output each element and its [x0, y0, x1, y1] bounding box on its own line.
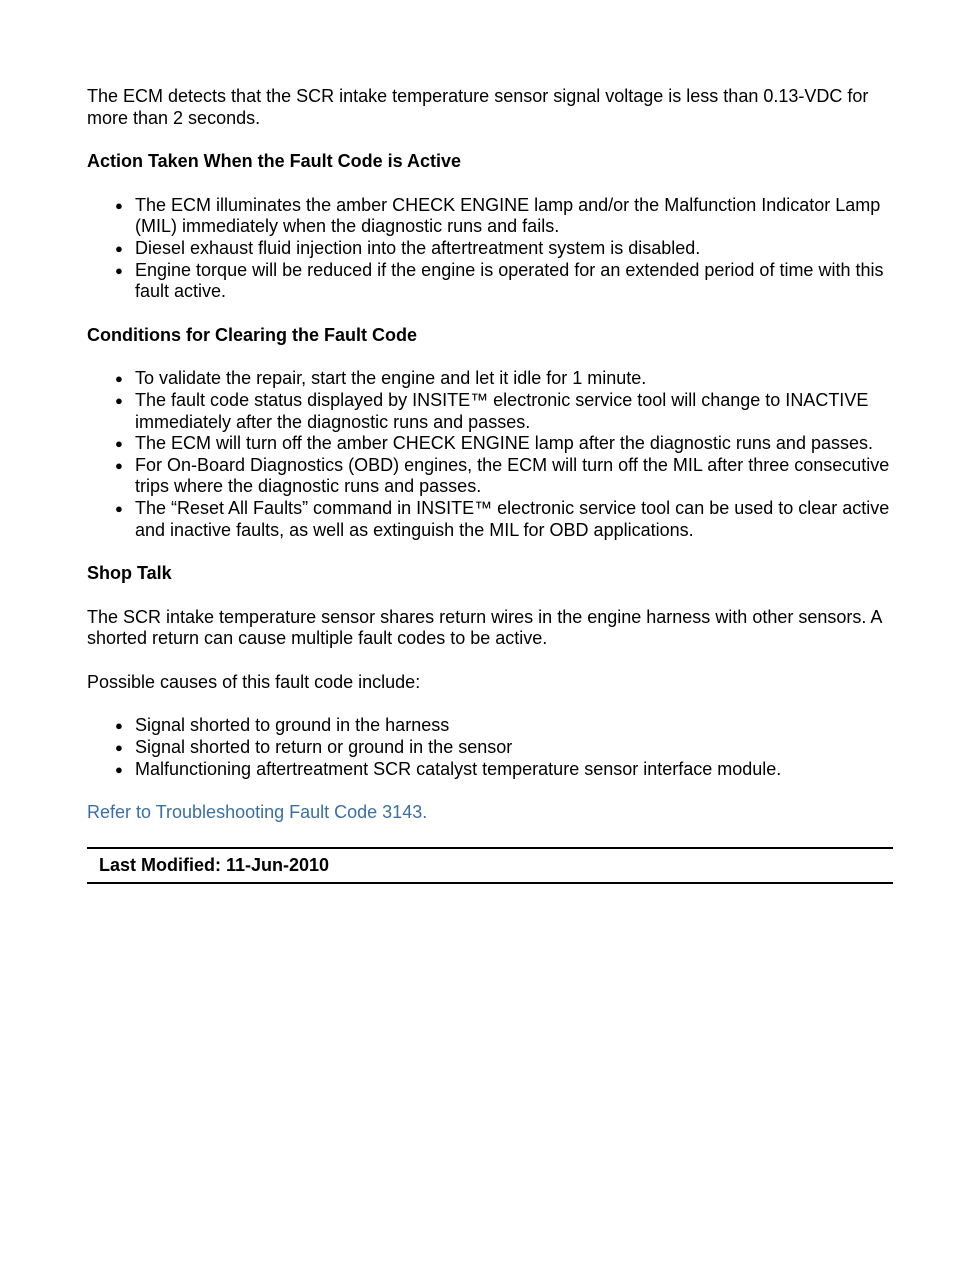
shop-talk-heading: Shop Talk — [87, 563, 172, 584]
action-list — [87, 195, 893, 303]
bullet-icon: ● — [115, 740, 123, 756]
list-item: ● Diesel exhaust fluid injection into the aftertreatment system is disabled. — [115, 237, 701, 258]
clearing-list — [87, 368, 893, 541]
bullet-icon: ● — [115, 262, 123, 278]
bullet-icon: ● — [115, 197, 123, 213]
list-item: ● The ECM illuminates the amber CHECK ENGINE lamp and/or the Malfunction Indicator Lamp (MIL) immediately when the diagnostic runs and fails. — [115, 194, 881, 237]
bullet-icon: ● — [115, 718, 123, 734]
document-body — [87, 86, 893, 884]
shop-talk-paragraph: The SCR intake temperature sensor shares return wires in the engine harness with other sensors. A shorted return can cause multiple fault codes to be active. — [87, 606, 882, 649]
clearing-heading: Conditions for Clearing the Fault Code — [87, 324, 417, 345]
causes-list — [87, 715, 893, 780]
list-item: ● The “Reset All Faults” command in INSITE™ electronic service tool can be used to clear active and inactive faults, as well as extinguish the MIL for OBD applications. — [115, 497, 890, 540]
causes-intro: Possible causes of this fault code include: — [87, 671, 421, 692]
list-item: ● The ECM will turn off the amber CHECK ENGINE lamp after the diagnostic runs and passes. — [115, 433, 873, 454]
intro-paragraph: The ECM detects that the SCR intake temperature sensor signal voltage is less than 0.13-VDC for more than 2 seconds. — [87, 86, 869, 128]
bullet-icon: ● — [115, 240, 123, 256]
bullet-icon: ● — [115, 436, 123, 452]
list-item: ● Signal shorted to ground in the harness — [115, 715, 450, 736]
list-item: ● For On-Board Diagnostics (OBD) engines, the ECM will turn off the MIL after three consecutive trips where the diagnostic runs and passes. — [115, 454, 890, 497]
list-item: ● The fault code status displayed by INSITE™ electronic service tool will change to INACTIVE immediately after the diagnostic runs and passes. — [115, 389, 869, 432]
list-item: ● Signal shorted to return or ground in the sensor — [115, 737, 513, 758]
footer-bar — [87, 847, 893, 884]
bullet-icon: ● — [115, 392, 123, 408]
bullet-icon: ● — [115, 457, 123, 473]
last-modified-label: Last Modified: 11-Jun-2010 — [99, 854, 330, 875]
list-item: ● To validate the repair, start the engine and let it idle for 1 minute. — [115, 368, 647, 389]
bullet-icon: ● — [115, 761, 123, 777]
list-item: ● Malfunctioning aftertreatment SCR catalyst temperature sensor interface module. — [115, 758, 782, 779]
bullet-icon: ● — [115, 371, 123, 387]
action-heading: Action Taken When the Fault Code is Active — [87, 151, 462, 172]
bullet-icon: ● — [115, 500, 123, 516]
troubleshooting-link[interactable]: Refer to Troubleshooting Fault Code 3143. — [87, 802, 428, 823]
list-item: ● Engine torque will be reduced if the engine is operated for an extended period of time with this fault active. — [115, 259, 884, 302]
